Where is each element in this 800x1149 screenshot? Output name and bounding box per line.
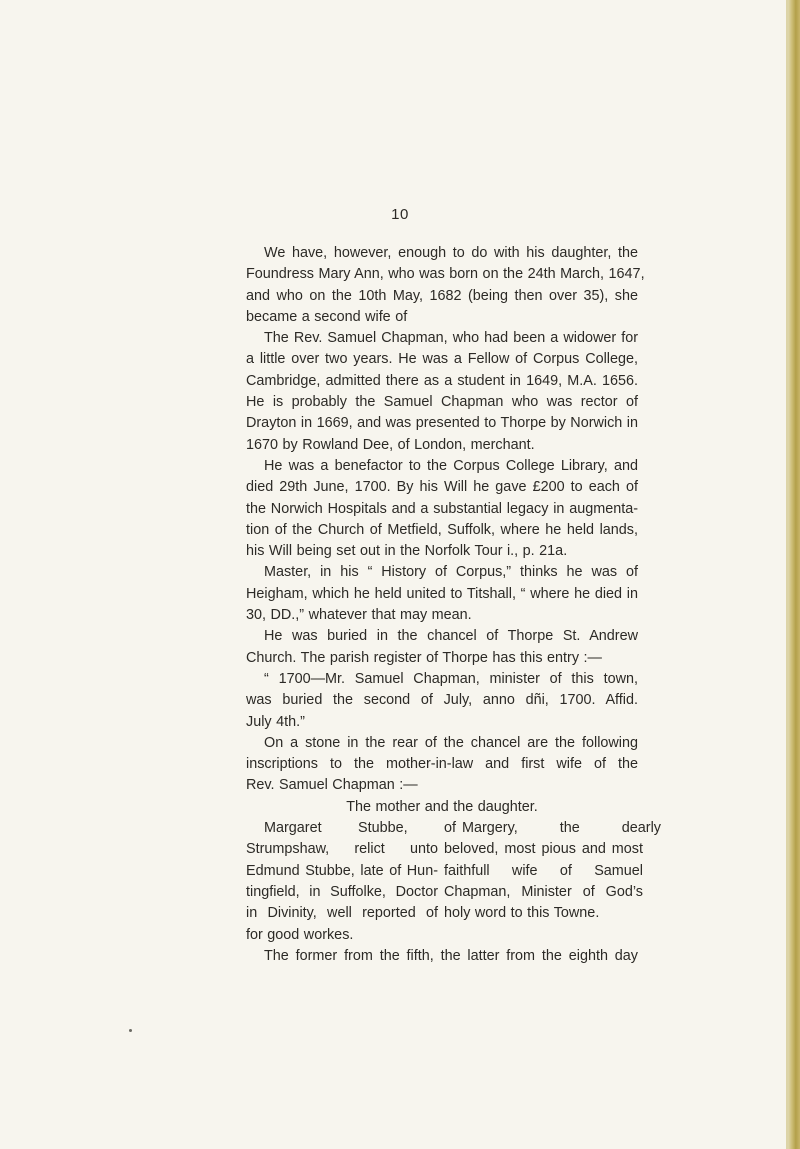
- text-line: Foundress Mary Ann, who was born on the 24th March, 1647,: [246, 266, 645, 283]
- text-line: The former from the fifth, the latter from the eighth day: [264, 947, 638, 964]
- text-line: Master, in his “ History of Corpus,” thinks he was of: [264, 564, 638, 581]
- text-line: was buried the second of July, anno dñi, 1700. Affid.: [246, 692, 638, 709]
- text-line: the Norwich Hospitals and a substantial legacy in augmenta-: [246, 500, 638, 517]
- text-line: for good workes.: [246, 926, 354, 943]
- text-line: “ 1700—Mr. Samuel Chapman, minister of this town,: [264, 670, 638, 687]
- text-line: He was buried in the chancel of Thorpe St. Andrew: [264, 628, 638, 645]
- text-line: 30, DD.,” whatever that may mean.: [246, 607, 472, 624]
- text-line: inscriptions to the mother-in-law and first wife of the: [246, 756, 638, 773]
- text-line: On a stone in the rear of the chancel are the following: [264, 734, 638, 751]
- text-line: Drayton in 1669, and was presented to Thorpe by Norwich in: [246, 415, 638, 432]
- text-line: Cambridge, admitted there as a student in 1649, M.A. 1656.: [246, 372, 638, 389]
- text-line: Heigham, which he held united to Titshall, “ where he died in: [246, 585, 638, 602]
- text-line: Church. The parish register of Thorpe has this entry :—: [246, 649, 602, 666]
- text-line: 1670 by Rowland Dee, of London, merchant.: [246, 436, 535, 453]
- inscription-line: Chapman, Minister of God’s: [444, 883, 643, 900]
- text-line: became a second wife of: [246, 308, 408, 325]
- inscription-line: Edmund Stubbe, late of Hun-: [246, 862, 438, 879]
- inscription-line: tingfield, in Suffolke, Doctor: [246, 883, 438, 900]
- inscription-line: Strumpshaw, relict unto: [246, 841, 438, 858]
- text-line: his Will being set out in the Norfolk Tour i., p. 21a.: [246, 543, 568, 560]
- inscription-left: [246, 818, 456, 924]
- inscription-line: beloved, most pious and most: [444, 841, 643, 858]
- inscription-line: holy word to this Towne.: [444, 905, 600, 922]
- text-line: and who on the 10th May, 1682 (being then over 35), she: [246, 287, 638, 304]
- inscription-line: faithfull wife of Samuel: [444, 862, 643, 879]
- inscription-line: in Divinity, well reported of: [246, 905, 438, 922]
- text-line: a little over two years. He was a Fellow of Corpus College,: [246, 351, 638, 368]
- text-line: July 4th.”: [246, 713, 305, 730]
- text-line: Rev. Samuel Chapman :—: [246, 777, 418, 794]
- text-line: The Rev. Samuel Chapman, who had been a widower for: [264, 330, 638, 347]
- inscription-line: Margery, the dearly: [462, 820, 661, 837]
- text-line: He is probably the Samuel Chapman who was rector of: [246, 394, 638, 411]
- text-line: We have, however, enough to do with his daughter, the: [264, 245, 638, 261]
- text-line: died 29th June, 1700. By his Will he gave £200 to each of: [246, 479, 638, 496]
- speck-mark: [129, 1029, 132, 1032]
- page-number: 10: [391, 206, 409, 223]
- inscription-line: Margaret Stubbe, of: [264, 820, 456, 837]
- inscription-right: [444, 818, 661, 924]
- page-edge: [786, 0, 800, 1149]
- text-line: He was a benefactor to the Corpus College Library, and: [264, 457, 638, 474]
- body-text: [246, 243, 661, 967]
- text-line: The mother and the daughter.: [346, 798, 538, 815]
- inscription-columns: [246, 818, 661, 924]
- text-line: tion of the Church of Metfield, Suffolk, where he held lands,: [246, 521, 638, 538]
